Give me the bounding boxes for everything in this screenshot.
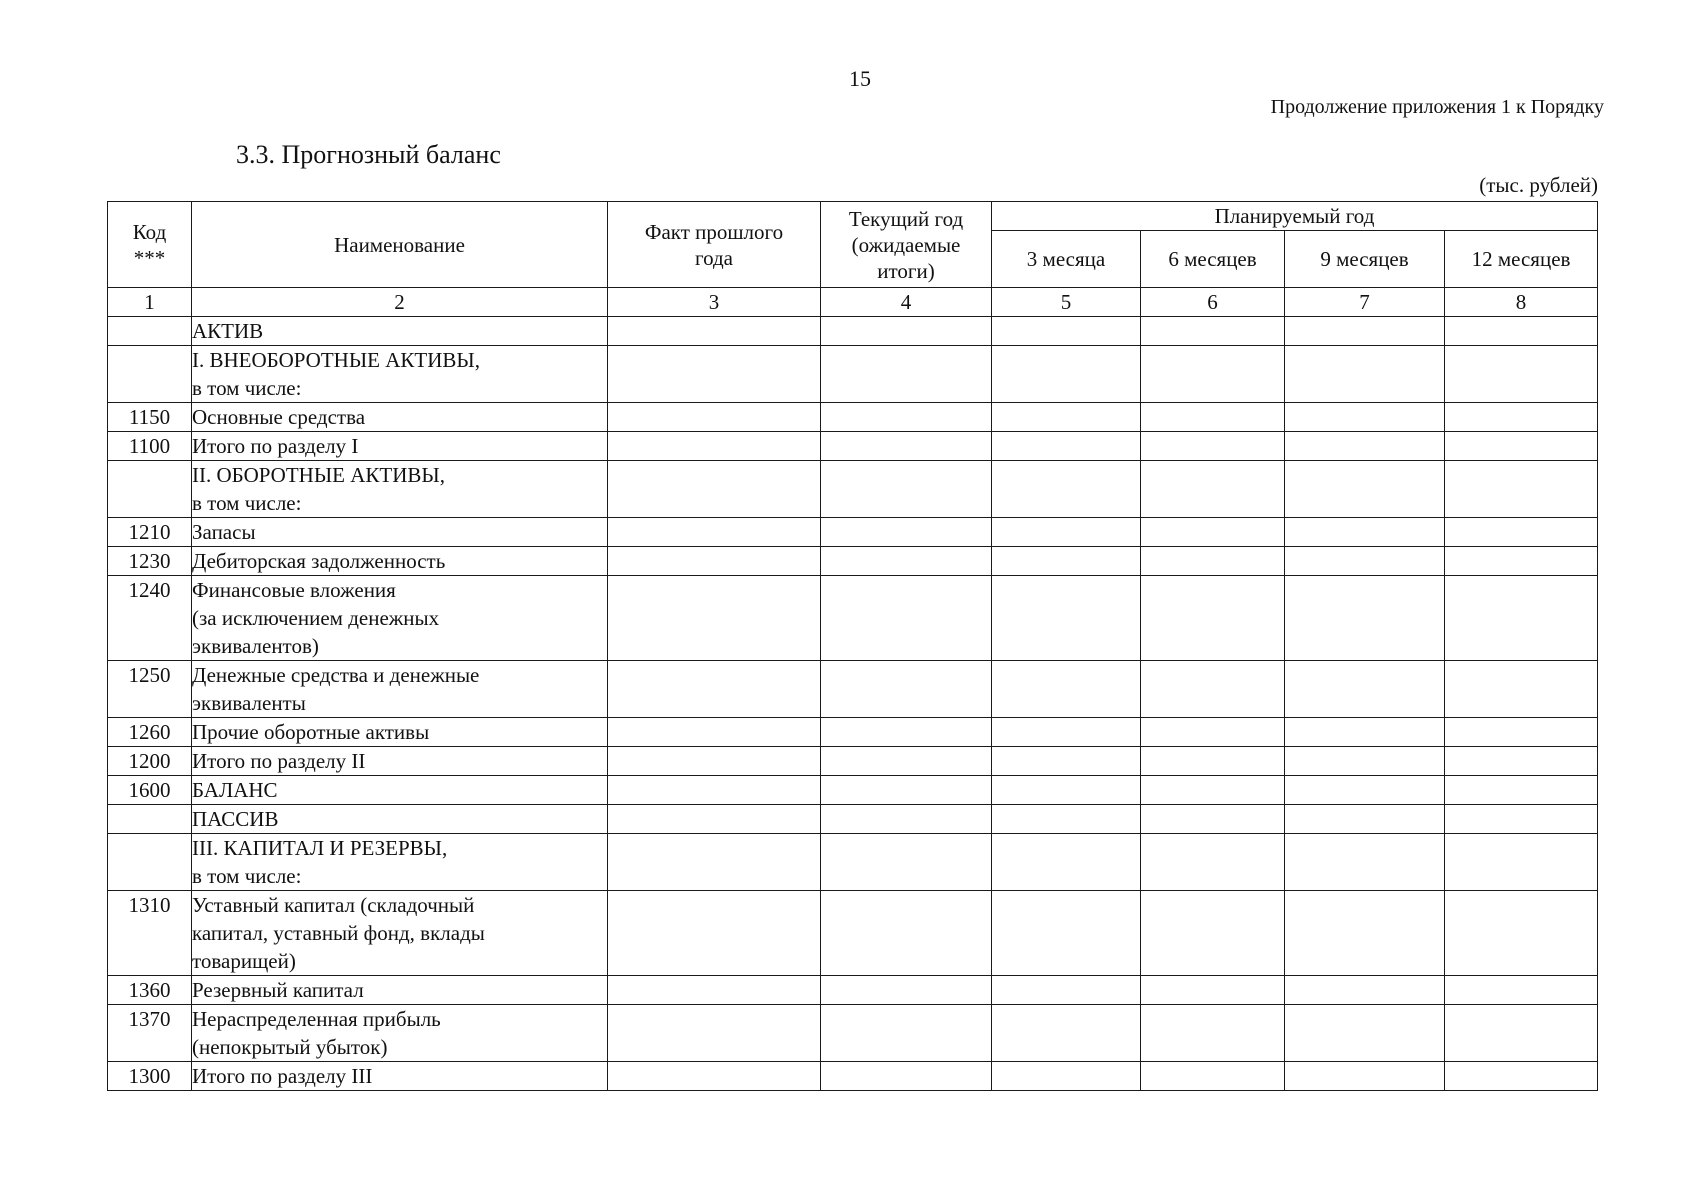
value-cell — [1285, 317, 1445, 346]
table-row — [108, 747, 1598, 776]
value-cell — [1285, 518, 1445, 547]
value-cell — [1285, 747, 1445, 776]
row-code: 1260 — [108, 718, 192, 747]
header-planned: Планируемый год — [992, 202, 1598, 231]
row-name: БАЛАНС — [192, 776, 608, 805]
table-row — [108, 576, 1598, 661]
row-code — [108, 317, 192, 346]
row-code: 1240 — [108, 576, 192, 661]
value-cell — [992, 776, 1141, 805]
row-code — [108, 834, 192, 891]
row-code: 1370 — [108, 1005, 192, 1062]
value-cell — [821, 432, 992, 461]
row-name: Итого по разделу III — [192, 1062, 608, 1091]
value-cell — [608, 747, 821, 776]
table-row — [108, 776, 1598, 805]
value-cell — [1285, 976, 1445, 1005]
value-cell — [1445, 1005, 1598, 1062]
value-cell — [1445, 1062, 1598, 1091]
value-cell — [1445, 317, 1598, 346]
row-name: Итого по разделу II — [192, 747, 608, 776]
value-cell — [1445, 976, 1598, 1005]
value-cell — [1141, 403, 1285, 432]
row-code — [108, 805, 192, 834]
table-row — [108, 891, 1598, 976]
column-number: 5 — [992, 288, 1141, 317]
row-name: II. ОБОРОТНЫЕ АКТИВЫ, в том числе: — [192, 461, 608, 518]
value-cell — [992, 1005, 1141, 1062]
header-planned-3m: 3 месяца — [992, 231, 1141, 288]
value-cell — [1141, 461, 1285, 518]
value-cell — [1285, 834, 1445, 891]
value-cell — [1445, 547, 1598, 576]
value-cell — [1445, 576, 1598, 661]
value-cell — [992, 661, 1141, 718]
table-row — [108, 834, 1598, 891]
value-cell — [1445, 718, 1598, 747]
value-cell — [821, 1062, 992, 1091]
row-code: 1100 — [108, 432, 192, 461]
value-cell — [992, 976, 1141, 1005]
value-cell — [1141, 576, 1285, 661]
header-planned-9m: 9 месяцев — [1285, 231, 1445, 288]
value-cell — [608, 976, 821, 1005]
row-name: ПАССИВ — [192, 805, 608, 834]
value-cell — [608, 547, 821, 576]
value-cell — [992, 461, 1141, 518]
table-row — [108, 547, 1598, 576]
row-code: 1310 — [108, 891, 192, 976]
value-cell — [992, 891, 1141, 976]
row-name: I. ВНЕОБОРОТНЫЕ АКТИВЫ, в том числе: — [192, 346, 608, 403]
value-cell — [608, 346, 821, 403]
value-cell — [1445, 432, 1598, 461]
header-code: Код *** — [108, 202, 192, 288]
value-cell — [608, 432, 821, 461]
row-code — [108, 461, 192, 518]
value-cell — [992, 747, 1141, 776]
row-name: АКТИВ — [192, 317, 608, 346]
value-cell — [821, 547, 992, 576]
row-code: 1360 — [108, 976, 192, 1005]
row-name: Прочие оборотные активы — [192, 718, 608, 747]
value-cell — [821, 661, 992, 718]
value-cell — [1445, 461, 1598, 518]
column-number: 7 — [1285, 288, 1445, 317]
value-cell — [1445, 661, 1598, 718]
value-cell — [992, 346, 1141, 403]
value-cell — [992, 1062, 1141, 1091]
value-cell — [1445, 403, 1598, 432]
value-cell — [1141, 834, 1285, 891]
value-cell — [821, 891, 992, 976]
value-cell — [608, 1062, 821, 1091]
value-cell — [608, 661, 821, 718]
row-name: Денежные средства и денежные эквиваленты — [192, 661, 608, 718]
value-cell — [1141, 1005, 1285, 1062]
header-current: Текущий год (ожидаемые итоги) — [821, 202, 992, 288]
table-row — [108, 518, 1598, 547]
row-name: Резервный капитал — [192, 976, 608, 1005]
value-cell — [1141, 518, 1285, 547]
table-row — [108, 718, 1598, 747]
value-cell — [1445, 747, 1598, 776]
value-cell — [1141, 317, 1285, 346]
row-name: Дебиторская задолженность — [192, 547, 608, 576]
column-number: 8 — [1445, 288, 1598, 317]
row-code: 1600 — [108, 776, 192, 805]
value-cell — [608, 805, 821, 834]
table-row — [108, 1062, 1598, 1091]
value-cell — [1445, 891, 1598, 976]
row-name: Итого по разделу I — [192, 432, 608, 461]
value-cell — [608, 518, 821, 547]
value-cell — [1285, 346, 1445, 403]
value-cell — [1141, 432, 1285, 461]
value-cell — [1285, 891, 1445, 976]
row-code: 1250 — [108, 661, 192, 718]
table-row — [108, 346, 1598, 403]
value-cell — [1141, 891, 1285, 976]
value-cell — [821, 805, 992, 834]
header-fact: Факт прошлого года — [608, 202, 821, 288]
value-cell — [608, 403, 821, 432]
value-cell — [1141, 547, 1285, 576]
value-cell — [1445, 776, 1598, 805]
table-row — [108, 1005, 1598, 1062]
value-cell — [992, 718, 1141, 747]
row-name: Уставный капитал (складочный капитал, уставный фонд, вклады товарищей) — [192, 891, 608, 976]
row-name: III. КАПИТАЛ И РЕЗЕРВЫ, в том числе: — [192, 834, 608, 891]
table-row — [108, 661, 1598, 718]
value-cell — [992, 432, 1141, 461]
row-code: 1210 — [108, 518, 192, 547]
value-cell — [1445, 346, 1598, 403]
value-cell — [1141, 776, 1285, 805]
header-planned-12m: 12 месяцев — [1445, 231, 1598, 288]
value-cell — [1285, 776, 1445, 805]
value-cell — [821, 576, 992, 661]
value-cell — [1285, 718, 1445, 747]
value-cell — [1285, 461, 1445, 518]
page-number: 15 — [849, 66, 871, 91]
value-cell — [608, 576, 821, 661]
value-cell — [1285, 576, 1445, 661]
value-cell — [821, 1005, 992, 1062]
value-cell — [821, 317, 992, 346]
value-cell — [992, 805, 1141, 834]
value-cell — [821, 834, 992, 891]
table-row — [108, 432, 1598, 461]
row-name: Финансовые вложения (за исключением денежных эквивалентов) — [192, 576, 608, 661]
value-cell — [1445, 805, 1598, 834]
row-code: 1200 — [108, 747, 192, 776]
header-name: Наименование — [192, 202, 608, 288]
table-row — [108, 805, 1598, 834]
value-cell — [1285, 1062, 1445, 1091]
column-number: 4 — [821, 288, 992, 317]
value-cell — [1285, 403, 1445, 432]
value-cell — [1285, 432, 1445, 461]
value-cell — [1141, 661, 1285, 718]
value-cell — [608, 1005, 821, 1062]
value-cell — [1141, 976, 1285, 1005]
table-row — [108, 317, 1598, 346]
row-code: 1300 — [108, 1062, 192, 1091]
value-cell — [1141, 747, 1285, 776]
units-note: (тыс. рублей) — [1479, 173, 1598, 197]
row-name: Запасы — [192, 518, 608, 547]
value-cell — [1141, 1062, 1285, 1091]
row-name: Нераспределенная прибыль (непокрытый убыток) — [192, 1005, 608, 1062]
row-code: 1230 — [108, 547, 192, 576]
value-cell — [608, 834, 821, 891]
value-cell — [1285, 805, 1445, 834]
column-number: 3 — [608, 288, 821, 317]
value-cell — [992, 403, 1141, 432]
value-cell — [821, 747, 992, 776]
column-number: 1 — [108, 288, 192, 317]
section-title: 3.3. Прогнозный баланс — [236, 140, 501, 169]
forecast-balance-table — [107, 201, 1598, 1091]
column-number: 6 — [1141, 288, 1285, 317]
value-cell — [992, 317, 1141, 346]
value-cell — [608, 776, 821, 805]
value-cell — [608, 718, 821, 747]
value-cell — [821, 346, 992, 403]
row-code — [108, 346, 192, 403]
table-body — [108, 317, 1598, 1091]
value-cell — [608, 317, 821, 346]
value-cell — [1285, 547, 1445, 576]
value-cell — [821, 976, 992, 1005]
table-row — [108, 976, 1598, 1005]
value-cell — [992, 518, 1141, 547]
row-name: Основные средства — [192, 403, 608, 432]
value-cell — [1285, 661, 1445, 718]
value-cell — [992, 547, 1141, 576]
table-row — [108, 461, 1598, 518]
value-cell — [821, 718, 992, 747]
value-cell — [1141, 718, 1285, 747]
column-number: 2 — [192, 288, 608, 317]
value-cell — [821, 461, 992, 518]
appendix-note: Продолжение приложения 1 к Порядку — [1270, 96, 1604, 118]
header-planned-6m: 6 месяцев — [1141, 231, 1285, 288]
value-cell — [992, 834, 1141, 891]
value-cell — [1285, 1005, 1445, 1062]
value-cell — [1141, 805, 1285, 834]
value-cell — [821, 403, 992, 432]
table-row — [108, 403, 1598, 432]
value-cell — [1445, 518, 1598, 547]
value-cell — [608, 461, 821, 518]
column-numbers-row — [108, 288, 1598, 317]
value-cell — [1445, 834, 1598, 891]
value-cell — [1141, 346, 1285, 403]
value-cell — [821, 518, 992, 547]
value-cell — [821, 776, 992, 805]
value-cell — [608, 891, 821, 976]
row-code: 1150 — [108, 403, 192, 432]
value-cell — [992, 576, 1141, 661]
